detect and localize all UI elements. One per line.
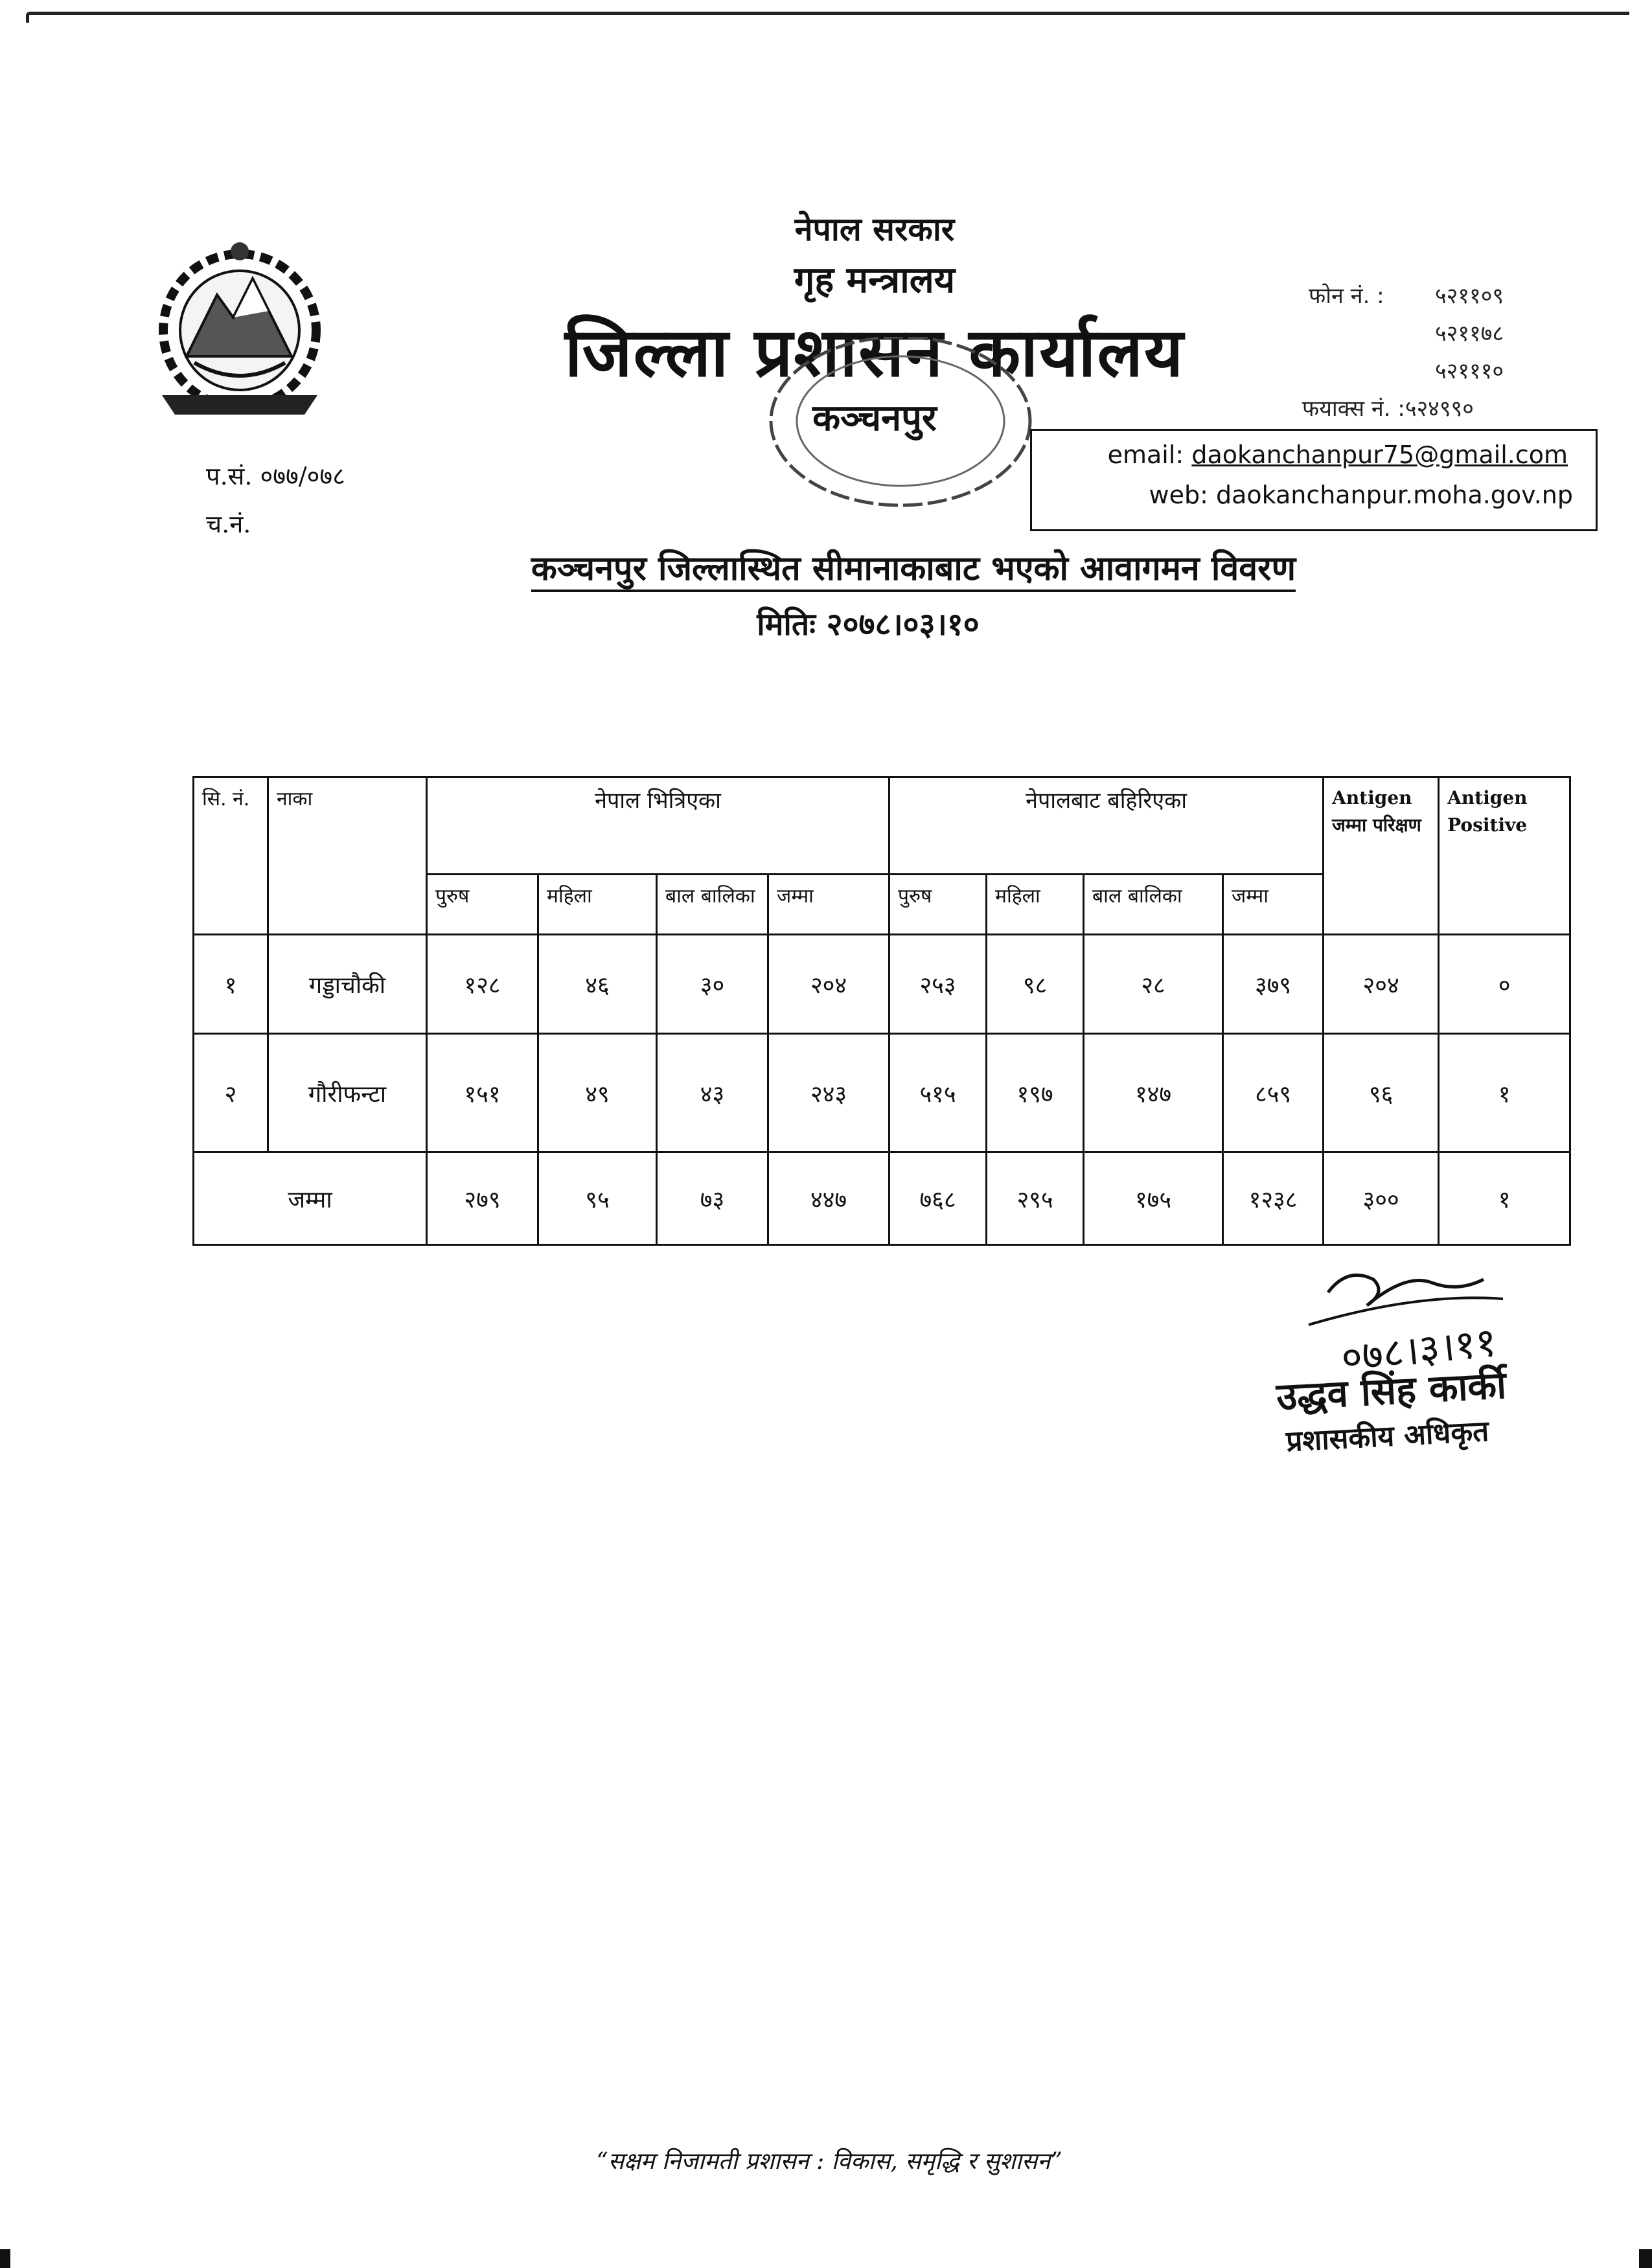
document-title-text: कञ्चनपुर जिल्लास्थित सीमानाकाबाट भएको आवागमन विवरण (531, 549, 1296, 592)
total-label: जम्मा (194, 1152, 427, 1245)
district-name: कञ्चनपुर (812, 396, 937, 439)
cell-out-male: २५३ (889, 935, 987, 1034)
dispatch-number: च.नं. (206, 510, 251, 538)
cell-out-total: ३७९ (1223, 935, 1324, 1034)
total-out-male: ७६८ (889, 1152, 987, 1245)
phone-number-2: ५२११७८ (1435, 321, 1504, 347)
scan-edge-mark (1639, 2249, 1652, 2268)
cell-in-female: ४९ (538, 1034, 657, 1152)
scan-edge-mark (0, 2249, 10, 2268)
cell-out-total: ८५९ (1223, 1034, 1324, 1152)
header-out-male: पुरुष (889, 875, 987, 935)
phone-number-3: ५२१११० (1435, 358, 1504, 384)
header-out-female: महिला (987, 875, 1084, 935)
signatory-designation: प्रशासकीय अधिकृत (1285, 1414, 1490, 1459)
cell-sn: २ (194, 1034, 268, 1152)
cell-out-male: ५१५ (889, 1034, 987, 1152)
office-stamp-icon (719, 337, 1082, 525)
government-name: नेपाल सरकार (794, 210, 955, 248)
reference-number: प.सं. ०७७/०७८ (206, 462, 345, 490)
fax-label: फयाक्स नं. : (1302, 396, 1405, 422)
total-in-children: ७३ (657, 1152, 768, 1245)
header-serial: सि. नं. (194, 777, 268, 935)
header-antigen-total: Antigen जम्मा परिक्षण (1324, 777, 1439, 935)
header-antigen-positive: Antigen Positive (1439, 777, 1570, 935)
cell-antigen-total: २०४ (1324, 935, 1439, 1034)
document-date: मितिः २०७८।०३।१० (757, 606, 980, 643)
header-exited: नेपालबाट बहिरिएका (889, 777, 1324, 875)
total-out-children: १७५ (1084, 1152, 1223, 1245)
header-in-male: पुरुष (427, 875, 538, 935)
movement-table (192, 776, 1571, 1246)
cell-out-children: १४७ (1084, 1034, 1223, 1152)
cell-antigen-total: ९६ (1324, 1034, 1439, 1152)
cell-in-total: २४३ (768, 1034, 889, 1152)
cell-in-male: १२८ (427, 935, 538, 1034)
cell-out-female: ९८ (987, 935, 1084, 1034)
cell-checkpoint: गौरीफन्टा (268, 1034, 427, 1152)
total-antigen-positive: १ (1439, 1152, 1570, 1245)
document-title (479, 544, 1348, 590)
cell-in-female: ४६ (538, 935, 657, 1034)
table-row (194, 1034, 1570, 1152)
email-link[interactable]: daokanchanpur75@gmail.com (1191, 441, 1568, 469)
cell-sn: १ (194, 935, 268, 1034)
cell-in-children: ३० (657, 935, 768, 1034)
cell-out-children: २८ (1084, 935, 1223, 1034)
total-out-total: १२३८ (1223, 1152, 1324, 1245)
email-label: email: (1107, 441, 1184, 469)
cell-in-children: ४३ (657, 1034, 768, 1152)
total-in-female: ९५ (538, 1152, 657, 1245)
table-total-row (194, 1152, 1570, 1245)
cell-in-total: २०४ (768, 935, 889, 1034)
header-out-children: बाल बालिका (1084, 875, 1223, 935)
total-in-male: २७९ (427, 1152, 538, 1245)
signature-date: ०७८।३।११ (1338, 1318, 1499, 1382)
ministry-name: गृह मन्त्रालय (794, 258, 956, 301)
total-out-female: २९५ (987, 1152, 1084, 1245)
email-line (1030, 441, 1568, 469)
signatory-name: उद्धव सिंह कार्की (1275, 1362, 1508, 1419)
total-antigen-total: ३०० (1324, 1152, 1439, 1245)
cell-antigen-positive: ० (1439, 935, 1570, 1034)
fax-line (1302, 393, 1474, 422)
table-header-row (194, 777, 1570, 875)
phone-number-1: ५२११०९ (1435, 283, 1504, 309)
phone-label: फोन नं. : (1309, 283, 1384, 309)
cell-in-male: १५१ (427, 1034, 538, 1152)
header-in-female: महिला (538, 875, 657, 935)
web-link[interactable]: web: daokanchanpur.moha.gov.np (1149, 481, 1573, 509)
page-edge-line (26, 12, 1629, 23)
total-in-total: ४४७ (768, 1152, 889, 1245)
nepal-emblem-icon (136, 233, 343, 434)
cell-out-female: १९७ (987, 1034, 1084, 1152)
header-out-total: जम्मा (1223, 875, 1324, 935)
header-checkpoint: नाका (268, 777, 427, 935)
table-row (194, 935, 1570, 1034)
footer-motto: “सक्षम निजामती प्रशासन : विकास, समृद्धि र सुशासन” (596, 2148, 1062, 2175)
cell-checkpoint: गड्डाचौकी (268, 935, 427, 1034)
cell-antigen-positive: १ (1439, 1034, 1570, 1152)
header-entered: नेपाल भित्रिएका (427, 777, 889, 875)
fax-number: ५२४९९० (1405, 396, 1474, 422)
header-in-total: जम्मा (768, 875, 889, 935)
office-name: जिल्ला प्रशासन कार्यालय (564, 312, 1185, 392)
header-in-children: बाल बालिका (657, 875, 768, 935)
